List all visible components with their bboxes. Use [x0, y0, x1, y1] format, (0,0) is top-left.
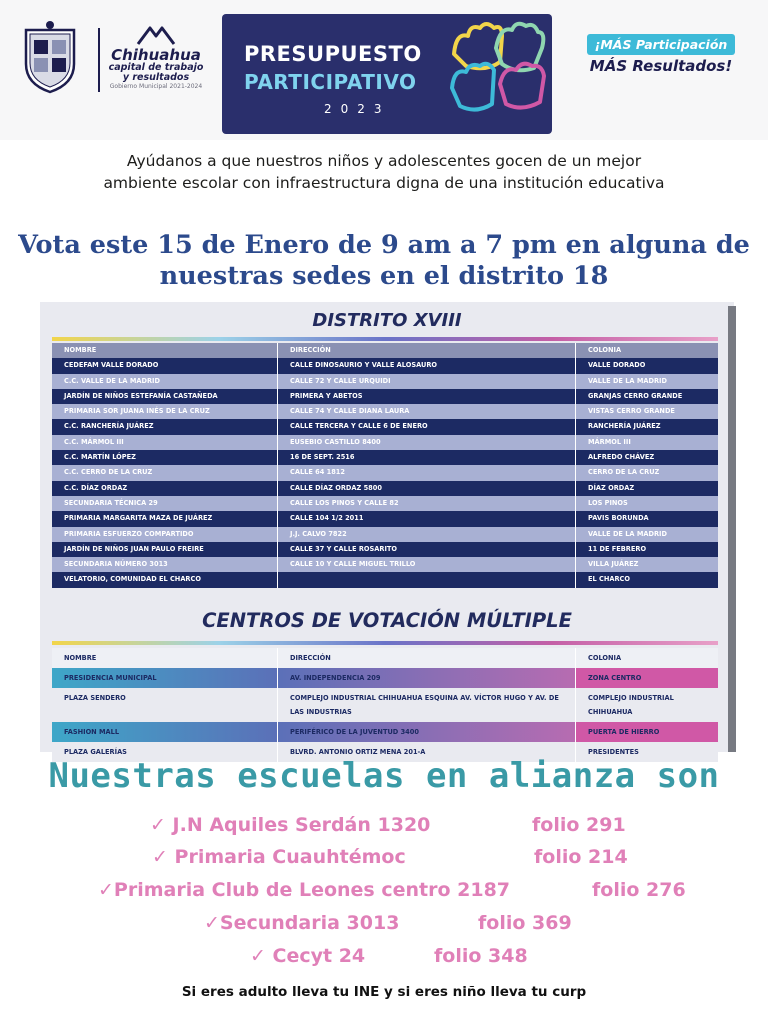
- table-row: [52, 465, 718, 480]
- cell-name: C.C. MARTÍN LÓPEZ: [52, 450, 278, 465]
- cell-name: JARDÍN DE NIÑOS ESTEFANÍA CASTAÑEDA: [52, 389, 278, 404]
- cell-colonia: LOS PINOS: [588, 498, 628, 507]
- cell-address: CALLE 72 Y CALLE URQUIDI: [278, 374, 576, 389]
- cell-address: PRIMERA Y ABETOS: [278, 389, 576, 404]
- district-title: DISTRITO XVIII: [312, 310, 462, 331]
- city-tagline-2: y resultados: [122, 72, 190, 83]
- school-name: ✓Secundaria 3013: [204, 912, 400, 934]
- table-row: [52, 450, 718, 465]
- program-title-line1: PRESUPUESTO: [244, 42, 422, 66]
- cell-name: PLAZA GALERÍAS: [52, 742, 278, 762]
- slogan-line1: ¡MÁS Participación: [587, 34, 736, 55]
- coat-of-arms-icon: [18, 20, 82, 94]
- cell-colonia: DÍAZ ORDAZ: [588, 483, 635, 492]
- column-header-colonia: COLONIA: [588, 346, 622, 354]
- school-folio: folio 348: [434, 945, 528, 967]
- cell-address: AV. INDEPENDENCIA 209: [278, 668, 576, 688]
- cell-name: PRIMARIA SOR JUANA INÉS DE LA CRUZ: [52, 404, 278, 419]
- multiple-centers-title: CENTROS DE VOTACIÓN MÚLTIPLE: [202, 609, 572, 632]
- cell-colonia: CERRO DE LA CRUZ: [588, 468, 660, 477]
- cell-address: [278, 572, 576, 587]
- program-year: 2023: [324, 102, 391, 116]
- cell-colonia: COMPLEJO INDUSTRIAL CHIHUAHUA: [576, 688, 718, 722]
- cell-name: PRIMARIA MARGARITA MAZA DE JUÁREZ: [52, 511, 278, 526]
- table-row: [52, 496, 718, 511]
- cell-address: CALLE 64 1812: [278, 465, 576, 480]
- column-header-name: NOMBRE: [52, 648, 278, 668]
- header-divider: [98, 28, 100, 92]
- cell-address: PERIFÉRICO DE LA JUVENTUD 3400: [278, 722, 576, 742]
- cell-colonia: MÁRMOL III: [588, 437, 631, 446]
- cell-colonia: PRESIDENTES: [576, 742, 718, 762]
- cell-colonia: VALLE DORADO: [588, 361, 646, 370]
- cell-colonia: ALFREDO CHÁVEZ: [588, 453, 655, 462]
- city-subtitle: Gobierno Municipal 2021-2024: [109, 83, 203, 90]
- school-name: ✓Primaria Club de Leones centro 2187: [98, 879, 511, 901]
- table-row: [52, 668, 718, 688]
- cell-address: CALLE 74 Y CALLE DIANA LAURA: [278, 404, 576, 419]
- school-name: ✓ Cecyt 24: [250, 945, 366, 967]
- table-row: [52, 435, 718, 450]
- colored-hands-icon: [446, 18, 550, 130]
- cell-colonia: PUERTA DE HIERRO: [576, 722, 718, 742]
- cell-name: C.C. DÍAZ ORDAZ: [52, 481, 278, 496]
- cell-colonia: GRANJAS CERRO GRANDE: [588, 391, 683, 400]
- table-row: [52, 389, 718, 404]
- district-color-stripe: [52, 337, 718, 341]
- cell-address: CALLE DÍAZ ORDAZ 5800: [278, 481, 576, 496]
- cell-name: SECUNDARIA TÉCNICA 29: [52, 496, 278, 511]
- cell-colonia: ZONA CENTRO: [576, 668, 718, 688]
- column-header-colonia: COLONIA: [588, 654, 622, 662]
- cell-name: FASHION MALL: [52, 722, 278, 742]
- table-row: [52, 557, 718, 572]
- cell-colonia: VALLE DE LA MADRID: [588, 376, 667, 385]
- cell-name: C.C. MÁRMOL III: [52, 435, 278, 450]
- cell-name: C.C. VALLE DE LA MADRID: [52, 374, 278, 389]
- cell-name: C.C. RANCHERÍA JUÁREZ: [52, 419, 278, 434]
- table-row: [52, 527, 718, 542]
- school-folio: folio 276: [592, 879, 686, 901]
- cell-name: SECUNDARIA NÚMERO 3013: [52, 557, 278, 572]
- slogan: [566, 34, 756, 75]
- cell-name: C.C. CERRO DE LA CRUZ: [52, 465, 278, 480]
- cell-name: PRIMARIA ESFUERZO COMPARTIDO: [52, 527, 278, 542]
- cell-address: J.J. CALVO 7822: [278, 527, 576, 542]
- multiple-centers-table: [52, 648, 718, 762]
- cell-address: CALLE 10 Y CALLE MIGUEL TRILLO: [278, 557, 576, 572]
- table-row: [52, 358, 718, 373]
- program-title-line2: PARTICIPATIVO: [244, 70, 417, 94]
- cell-colonia: 11 DE FEBRERO: [588, 544, 647, 553]
- cell-colonia: EL CHARCO: [588, 575, 630, 584]
- footer-note: Si eres adulto lleva tu INE y si eres niño lleva tu curp: [181, 984, 587, 1000]
- table-row: [52, 572, 718, 587]
- column-header-name: NOMBRE: [52, 343, 278, 358]
- intro-text: Ayúdanos a que nuestros niños y adolescentes gocen de un mejor ambiente escolar con infraestructura digna de una institución educativa: [103, 152, 665, 192]
- mountain-logo-icon: [136, 22, 176, 46]
- program-logo: [222, 14, 552, 134]
- cell-address: CALLE DINOSAURIO Y VALLE ALOSAURO: [278, 358, 576, 373]
- school-name: ✓ J.N Aquiles Serdán 1320: [150, 814, 431, 836]
- cell-colonia: PAVIS BORUNDA: [588, 514, 649, 523]
- city-name: Chihuahua: [111, 46, 201, 64]
- table-header-row: [52, 343, 718, 358]
- district-table: [52, 343, 718, 588]
- city-tagline-1: capital de trabajo: [108, 62, 204, 73]
- cell-address: CALLE LOS PINOS Y CALLE 82: [278, 496, 576, 511]
- school-folio: folio 369: [478, 912, 572, 934]
- cell-colonia: VISTAS CERRO GRANDE: [588, 407, 675, 416]
- table-row: [52, 419, 718, 434]
- cell-address: EUSEBIO CASTILLO 8400: [278, 435, 576, 450]
- cell-name: PLAZA SENDERO: [52, 688, 278, 722]
- table-row: [52, 511, 718, 526]
- school-folio: folio 214: [534, 846, 628, 868]
- city-logo: [108, 22, 204, 102]
- card-edge: [728, 306, 736, 752]
- column-header-address: DIRECCIÓN: [278, 648, 576, 668]
- table-row: [52, 404, 718, 419]
- table-row: [52, 688, 718, 722]
- table-row: [52, 542, 718, 557]
- cell-colonia: RANCHERÍA JUÁREZ: [588, 422, 661, 431]
- cell-address: CALLE 37 Y CALLE ROSARITO: [278, 542, 576, 557]
- school-name: ✓ Primaria Cuauhtémoc: [152, 846, 406, 868]
- cell-name: PRESIDENCIA MUNICIPAL: [52, 668, 278, 688]
- cell-address: CALLE TERCERA Y CALLE 6 DE ENERO: [278, 419, 576, 434]
- table-header-row: [52, 648, 718, 668]
- cell-colonia: VALLE DE LA MADRID: [588, 529, 667, 538]
- cell-address: CALLE 104 1/2 2011: [278, 511, 576, 526]
- slogan-line2: MÁS Resultados!: [589, 57, 733, 75]
- cell-name: VELATORIO, COMUNIDAD EL CHARCO: [52, 572, 278, 587]
- header-banner: [0, 0, 768, 140]
- cell-name: JARDÍN DE NIÑOS JUAN PAULO FREIRE: [52, 542, 278, 557]
- column-header-address: DIRECCIÓN: [278, 343, 576, 358]
- cell-address: BLVRD. ANTONIO ORTIZ MENA 201-A: [278, 742, 576, 762]
- vote-announcement: Vota este 15 de Enero de 9 am a 7 pm en alguna de nuestras sedes en el distrito 18: [18, 230, 750, 291]
- multiple-color-stripe: [52, 641, 718, 645]
- cell-name: CEDEFAM VALLE DORADO: [52, 358, 278, 373]
- schools-title: Nuestras escuelas en alianza son: [48, 756, 720, 796]
- cell-address: COMPLEJO INDUSTRIAL CHIHUAHUA ESQUINA AV. VÍCTOR HUGO Y AV. DE LAS INDUSTRIAS: [278, 688, 576, 722]
- cell-colonia: VILLA JUÁREZ: [588, 560, 639, 569]
- school-folio: folio 291: [532, 814, 626, 836]
- table-row: [52, 374, 718, 389]
- table-row: [52, 722, 718, 742]
- table-row: [52, 481, 718, 496]
- cell-address: 16 DE SEPT. 2516: [278, 450, 576, 465]
